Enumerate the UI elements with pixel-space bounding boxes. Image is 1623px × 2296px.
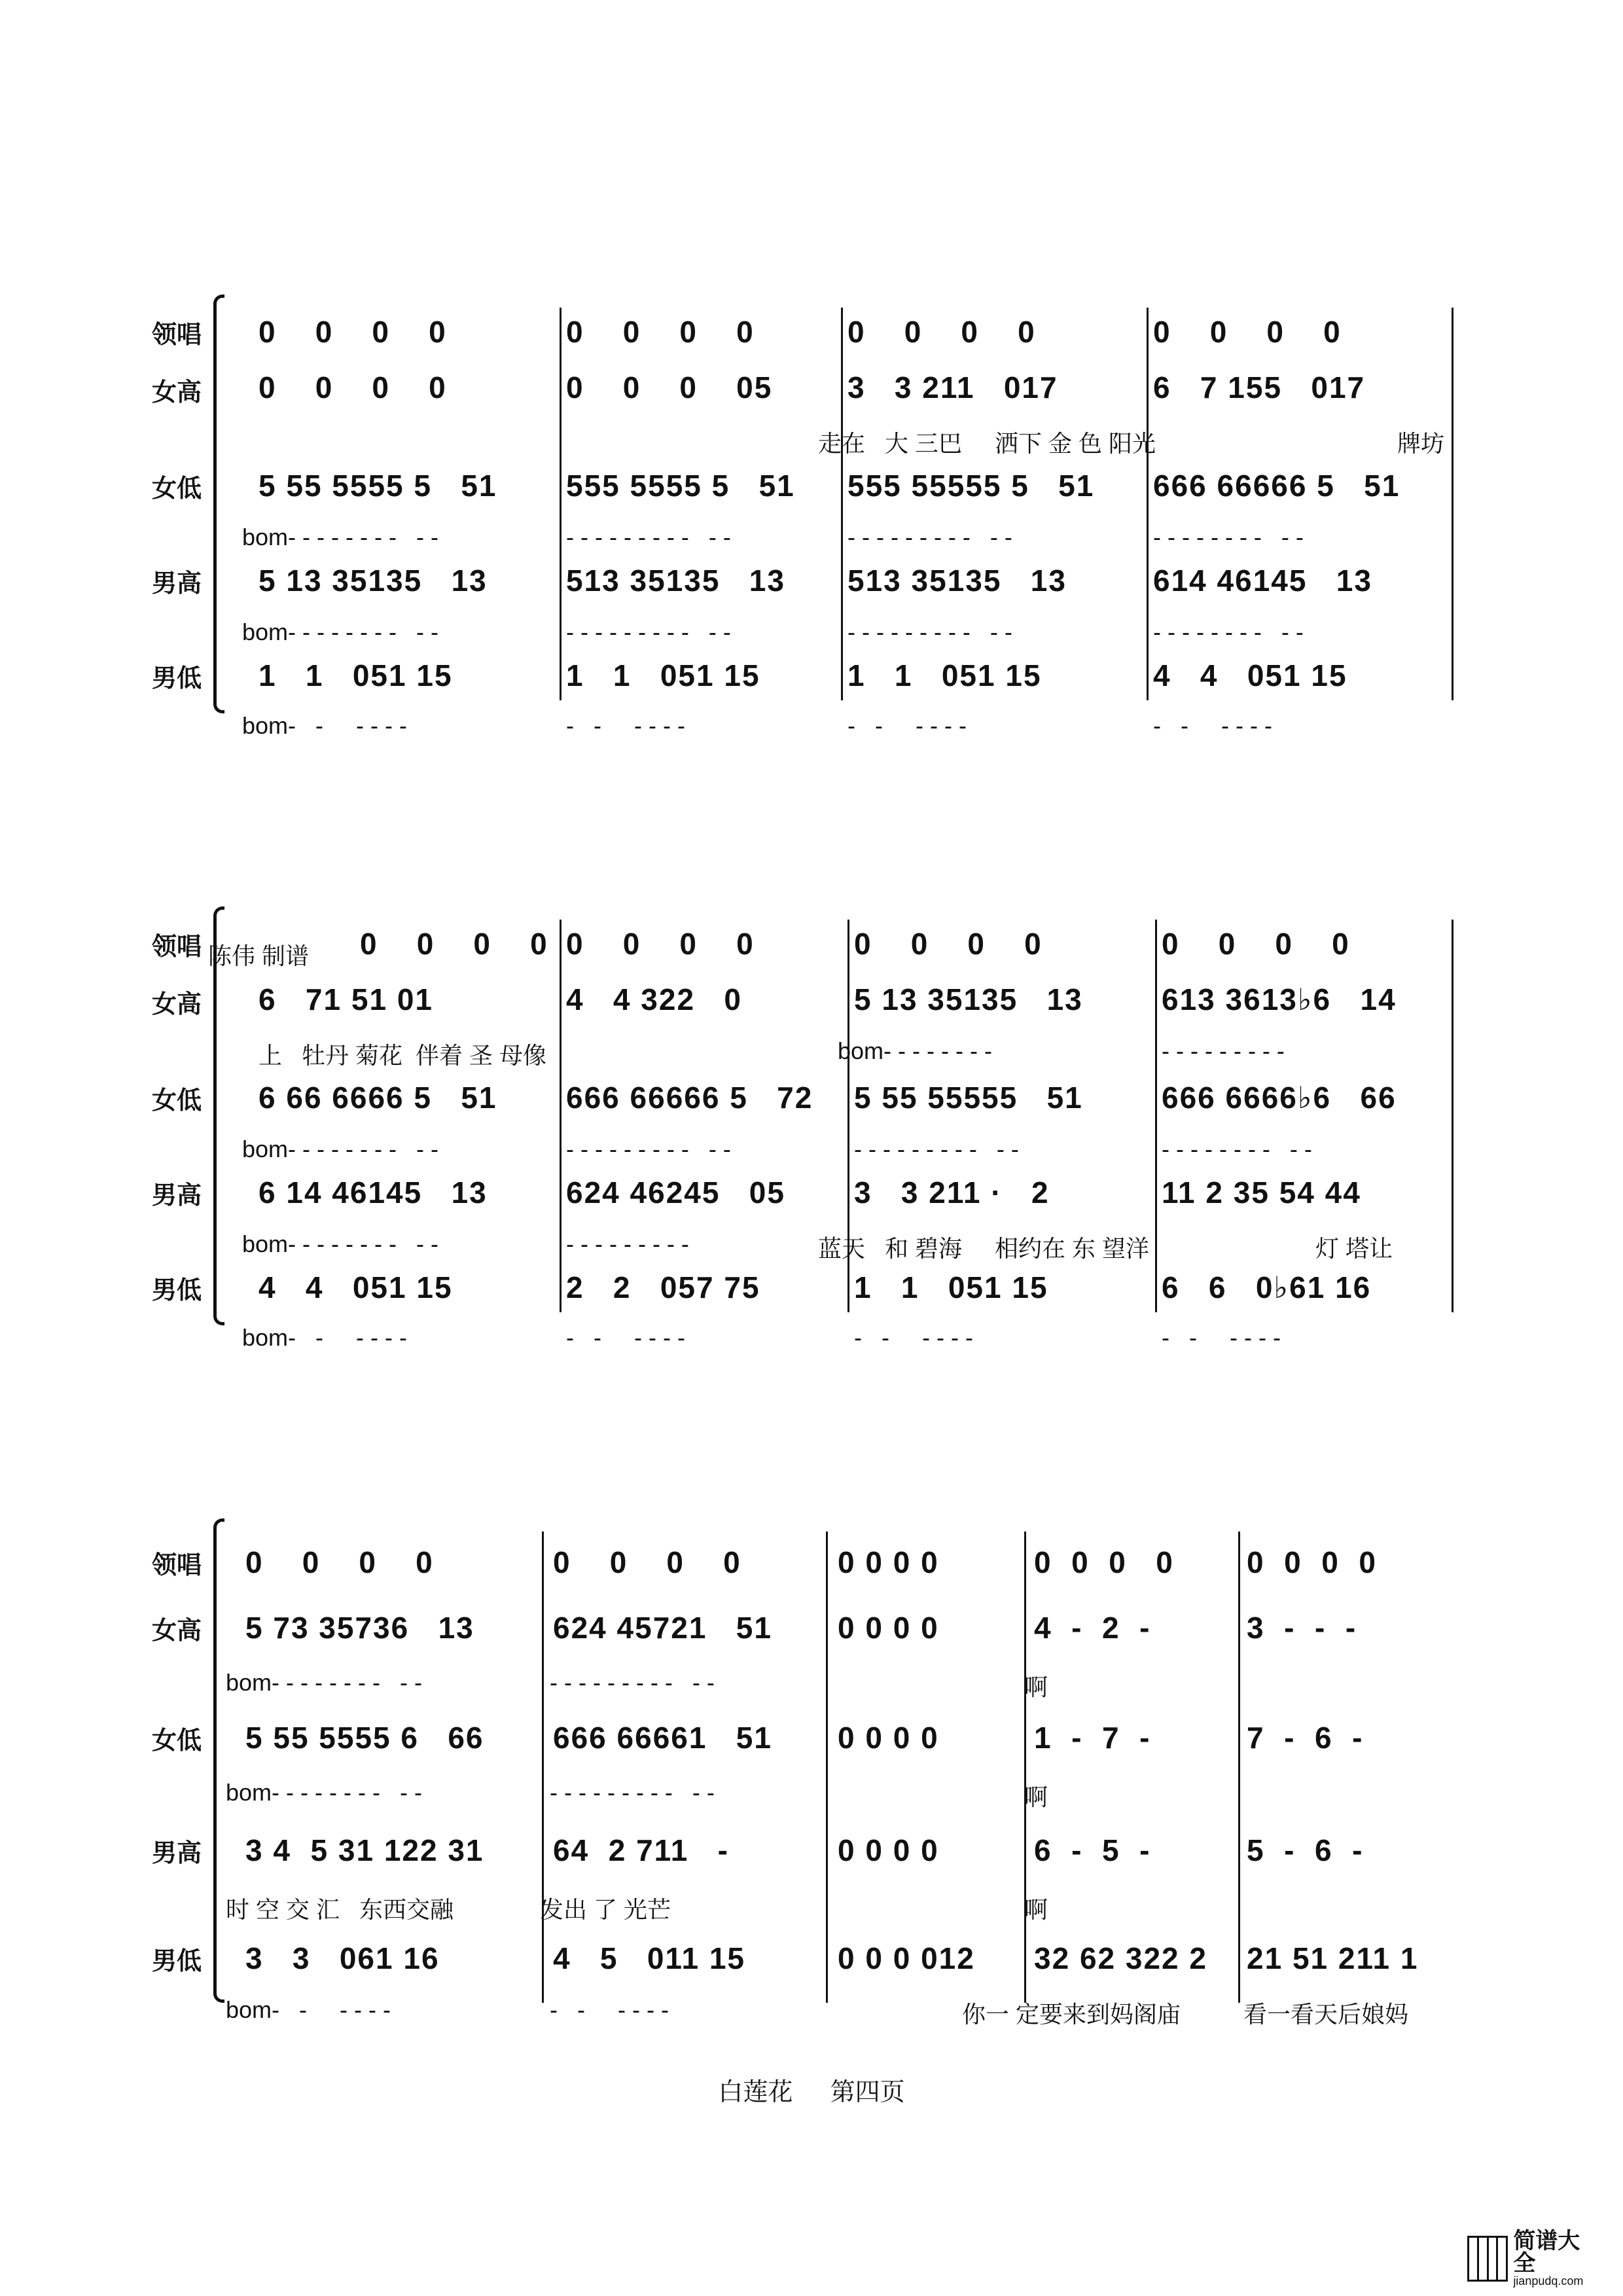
measure: 3 - - - — [1247, 1611, 1357, 1645]
lyric: - - - - - - — [1162, 1324, 1281, 1351]
lyric: bom- - - - - - — [242, 1324, 407, 1351]
barline — [560, 308, 562, 700]
lyric: 上 牡丹 菊花 伴着 圣 母像 — [259, 1042, 547, 1069]
measure: 555 55555 5 51 — [847, 469, 1095, 503]
part-label-alto: 女低 — [152, 475, 202, 503]
barline — [560, 920, 562, 1312]
measure: 555 5555 5 51 — [566, 469, 795, 503]
measure: 3 3 211 · 2 — [854, 1175, 1050, 1210]
part-label-soprano: 女高 — [152, 379, 202, 406]
measure: 1 1 051 15 — [847, 658, 1042, 692]
measure: 666 66666 5 51 — [1153, 469, 1400, 503]
lyric: 啊 — [1024, 1674, 1048, 1700]
lyric: 啊 — [1024, 1784, 1048, 1810]
barline — [1147, 308, 1149, 700]
lyric: bom- - - - - - - - - - — [242, 1230, 438, 1257]
measure: 1 1 051 15 — [259, 658, 453, 692]
measure: 0 0 0 0 — [1034, 1545, 1174, 1579]
measure: 5 - 6 - — [1247, 1833, 1364, 1867]
measure: 0 0 0 0 — [838, 1611, 939, 1645]
measure: 0 0 0 0 — [838, 1545, 939, 1579]
barline — [1452, 308, 1454, 700]
measure: 5 55 55555 51 — [854, 1081, 1083, 1115]
measure: 513 35135 13 — [566, 564, 785, 598]
measure: 0 0 0 0 — [847, 315, 1036, 349]
measure: 4 4 051 15 — [259, 1270, 453, 1304]
measure: 6 - 5 - — [1034, 1833, 1151, 1867]
barline — [1155, 920, 1157, 1312]
measure: 624 45721 51 — [553, 1611, 772, 1645]
page-footer — [0, 2072, 1623, 2108]
measure: 4 4 051 15 — [1153, 658, 1347, 692]
lyric: 啊 — [1024, 1896, 1048, 1923]
measure: 6 66 6666 5 51 — [259, 1081, 497, 1115]
barline — [841, 308, 843, 700]
lyric: - - - - - - - - - — [566, 1230, 689, 1257]
measure: 613 3613♭6 14 — [1162, 982, 1397, 1016]
lyric: - - - - - - — [854, 1324, 973, 1351]
measure: 1 1 051 15 — [566, 658, 760, 692]
lyric: - - - - - - — [847, 712, 967, 739]
barline — [1238, 1532, 1240, 2003]
lyric: - - - - - - - - - - - — [854, 1136, 1019, 1162]
lyric: - - - - - - — [1153, 712, 1272, 739]
measure: 3 3 211 017 — [847, 370, 1058, 404]
measure: 6 71 51 01 — [259, 982, 433, 1016]
measure: 666 66666 5 72 — [566, 1081, 813, 1115]
lyric: - - - - - - — [566, 1324, 685, 1351]
system-3 — [0, 1512, 1623, 2028]
measure: 0 0 0 0 — [566, 315, 755, 349]
measure: 0 0 0 0 — [1247, 1545, 1378, 1579]
lyric: - - - - - - - - - - - — [550, 1779, 715, 1806]
site-logo — [1467, 2228, 1592, 2287]
part-label-lead: 领唱 — [152, 933, 202, 961]
measure: 0 0 0 0 — [838, 1833, 939, 1867]
measure: 1 - 7 - — [1034, 1721, 1151, 1755]
measure: 11 2 35 54 44 — [1162, 1175, 1361, 1210]
part-label-lead: 领唱 — [152, 321, 202, 349]
arranger-credit: 陈伟 制谱 — [208, 942, 310, 969]
lyric: - - - - - - - - - - - — [550, 1669, 715, 1696]
lyric: bom- - - - - - - - - - — [226, 1779, 422, 1806]
part-label-bass: 男低 — [152, 1948, 202, 1975]
lyric: - - - - - - - - - - — [1153, 619, 1304, 645]
part-label-tenor: 男高 — [152, 1840, 202, 1867]
part-label-lead: 领唱 — [152, 1552, 202, 1579]
part-label-soprano: 女高 — [152, 991, 202, 1018]
measure: 0 0 0 05 — [566, 370, 773, 404]
measure: 614 46145 13 — [1153, 564, 1372, 598]
measure: 0 0 0 0 — [566, 927, 755, 961]
measure: 666 66661 51 — [553, 1721, 772, 1755]
lyric: bom- - - - - - - - — [838, 1037, 992, 1064]
lyric: bom- - - - - - — [226, 1996, 391, 2023]
page-number: 第四页 — [830, 2079, 905, 2106]
lyric: bom- - - - - - - - - - — [242, 1136, 438, 1162]
measure: 4 - 2 - — [1034, 1611, 1151, 1645]
measure: 0 0 0 0 — [838, 1721, 939, 1755]
measure: 0 0 0 0 — [360, 927, 548, 961]
measure: 21 51 211 1 — [1247, 1941, 1419, 1975]
measure: 2 2 057 75 — [566, 1270, 760, 1304]
logo-name: 简谱大全 — [1513, 2228, 1580, 2276]
measure: 7 - 6 - — [1247, 1721, 1364, 1755]
measure: 0 0 0 012 — [838, 1941, 975, 1975]
lyric: - - - - - - - - - - - — [566, 1136, 731, 1162]
lyric: - - - - - - - - - - - — [847, 619, 1012, 645]
measure: 3 4 5 31 122 31 — [245, 1833, 484, 1867]
system-1 — [0, 288, 1623, 739]
measure: 32 62 322 2 — [1034, 1941, 1208, 1975]
measure: 624 46245 05 — [566, 1175, 785, 1210]
barline — [826, 1532, 828, 2003]
measure: 0 0 0 0 — [1162, 927, 1350, 961]
lyric: - - - - - - - - - - — [1162, 1136, 1312, 1162]
measure: 0 0 0 0 — [259, 370, 447, 404]
measure: 6 7 155 017 — [1153, 370, 1366, 404]
logo-url: jianpudq.com — [1513, 2274, 1584, 2287]
barline — [1452, 920, 1454, 1312]
measure: 513 35135 13 — [847, 564, 1067, 598]
measure: 5 13 35135 13 — [854, 982, 1083, 1016]
measure: 6 14 46145 13 — [259, 1175, 488, 1210]
lyric: bom- - - - - - — [242, 712, 407, 739]
lyric: - - - - - - - - - - — [1153, 524, 1304, 550]
measure: 5 73 35736 13 — [245, 1611, 474, 1645]
barline — [542, 1532, 544, 2003]
lyric: bom- - - - - - - - - - — [242, 524, 438, 550]
measure: 0 0 0 0 — [259, 315, 447, 349]
measure: 0 0 0 0 — [1153, 315, 1342, 349]
part-label-soprano: 女高 — [152, 1617, 202, 1645]
measure: 666 6666♭6 66 — [1162, 1081, 1397, 1115]
measure: 4 4 322 0 — [566, 982, 742, 1016]
lyric: 走在 大 三巴 洒下 金 色 阳光 — [818, 430, 1156, 457]
system-brace — [213, 295, 224, 713]
lyric: - - - - - - - - - - - — [566, 619, 731, 645]
system-brace — [213, 1518, 224, 2003]
lyric: 你一 定要来到妈阁庙 — [962, 2001, 1181, 2028]
part-label-alto: 女低 — [152, 1727, 202, 1755]
lyric: - - - - - - — [566, 712, 685, 739]
lyric: - - - - - - - - - — [1162, 1037, 1285, 1064]
lyric: 牌坊 — [1397, 430, 1445, 457]
measure: 0 0 0 0 — [854, 927, 1043, 961]
lyric: 发出 了 光芒 — [540, 1896, 671, 1923]
part-label-alto: 女低 — [152, 1087, 202, 1115]
song-title: 白莲花 — [718, 2079, 793, 2106]
measure: 64 2 711 - — [553, 1833, 729, 1867]
measure: 4 5 011 15 — [553, 1941, 746, 1975]
lyric: bom- - - - - - - - - - — [226, 1669, 422, 1696]
lyric: - - - - - - - - - - - — [566, 524, 731, 550]
lyric: 看一看天后娘妈 — [1243, 2001, 1409, 2028]
part-label-bass: 男低 — [152, 1277, 202, 1304]
piano-keys-icon — [1467, 2236, 1508, 2282]
measure: 0 0 0 0 — [245, 1545, 434, 1579]
lyric: bom- - - - - - - - - - — [242, 619, 438, 645]
part-label-tenor: 男高 — [152, 570, 202, 598]
barline — [1024, 1532, 1026, 2003]
measure: 3 3 061 16 — [245, 1941, 440, 1975]
part-label-bass: 男低 — [152, 665, 202, 692]
system-2 — [0, 900, 1623, 1351]
measure: 5 55 5555 6 66 — [245, 1721, 484, 1755]
measure: 5 55 5555 5 51 — [259, 469, 497, 503]
lyric: - - - - - - — [550, 1996, 669, 2023]
lyric: 灯 塔让 — [1315, 1235, 1393, 1262]
measure: 0 0 0 0 — [553, 1545, 741, 1579]
lyric: 时 空 交 汇 东西交融 — [226, 1896, 454, 1923]
lyric: - - - - - - - - - - - — [847, 524, 1012, 550]
lyric: 蓝天 和 碧海 相约在 东 望洋 — [818, 1235, 1150, 1262]
measure: 5 13 35135 13 — [259, 564, 488, 598]
measure: 6 6 0♭61 16 — [1162, 1270, 1372, 1304]
part-label-tenor: 男高 — [152, 1182, 202, 1210]
measure: 1 1 051 15 — [854, 1270, 1048, 1304]
